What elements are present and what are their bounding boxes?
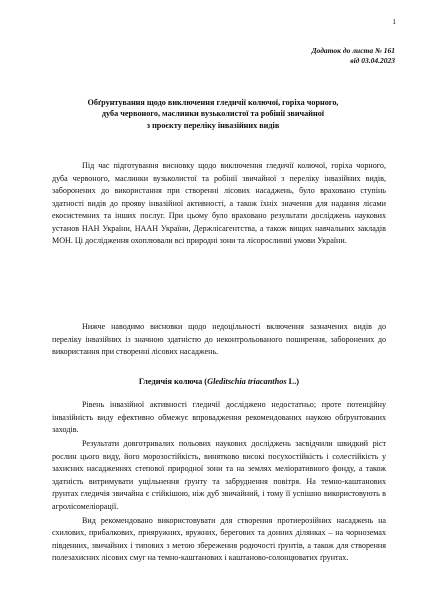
species-paragraph-3: Вид рекомендовано використовувати для створення протиерозійних насаджень на схилових, прибалкових, прияружних, яружних, берегових та донних ділянках – на чорноземах південних, звичайних і типових з метою збереження родючості ґрунтів, а також для створення полезахисних лісових смуг на темно-каштанових і каштаново-солонцюватих ґрунтах. [52,515,386,562]
species-paragraph-1: Рівень інвазійної активності гледичії досліджено недостатньо; проте потенційну інвазійність виду ефективно обмежує впровадження рекомендованих наукою обґрунтованих заходів. [52,400,386,434]
intro-section [52,160,386,248]
species-author: L.) [286,377,300,386]
species-paragraph-2: Результати довготривалих польових наукових досліджень засвідчили швидкий ріст рослин цього виду, його морозостійкість, винятково високі посухостійкість і солестійкість у захисних насадженнях степової природної зони та на землях меліоративного фонду, а також здатність витримувати ущільнення ґрунту та забруднення повітря. На темно-каштанових ґрунтах гледичія звичайна є стійкішою, ніж дуб звичайний, і тому її успішно використовують в агролісомеліорації. [52,439,386,511]
document-title [52,97,374,131]
annex-reference [311,46,395,65]
species-common-name: Гледичія колюча ( [138,377,208,386]
species-latin-name: Gleditschia triacanthos [207,377,287,386]
annex-line-1: Додаток до листа № 161 [311,46,395,55]
title-line-3: з проєкту переліку інвазійних видів [146,120,280,130]
annex-line-2: від 03.04.2023 [350,55,395,65]
species-heading [52,377,386,386]
conclusion-section [52,321,386,359]
title-line-2: дуба червоного, маслинки вузьколистої та робінії звичайної [101,109,325,119]
intro-paragraph-1: Під час підготування висновку щодо виключення гледичії колючої, горіха чорного, дуба червоного, маслинки вузьколистої та робінії звичайної з переліку інвазійних видів, заборонених до використання при створенні лісових насаджень, було враховано ступінь здатності видів до прояву інвазійної активності, а також їхніх значення для надання лісами екосистемних та інших послуг. При цьому було враховано результати досліджень наукових установ НАН України, НААН України, Держлісагентства, а також вищих навчальних закладів МОН. Ці дослідження охоплювали всі природні зони та лісорослинні умови України. [52,161,386,245]
intro-paragraph-2: Нижче наводимо висновки щодо недоцільності включення зазначених видів до переліку інвазійних із значною здатністю до неконтрольованого поширення, заборонених до використання при створенні лісових насаджень. [52,322,386,356]
page-number: 1 [392,17,396,26]
species-section [52,399,386,566]
title-line-1: Обґрунтування щодо виключення гледичії колючої, горіха чорного, [87,98,339,107]
